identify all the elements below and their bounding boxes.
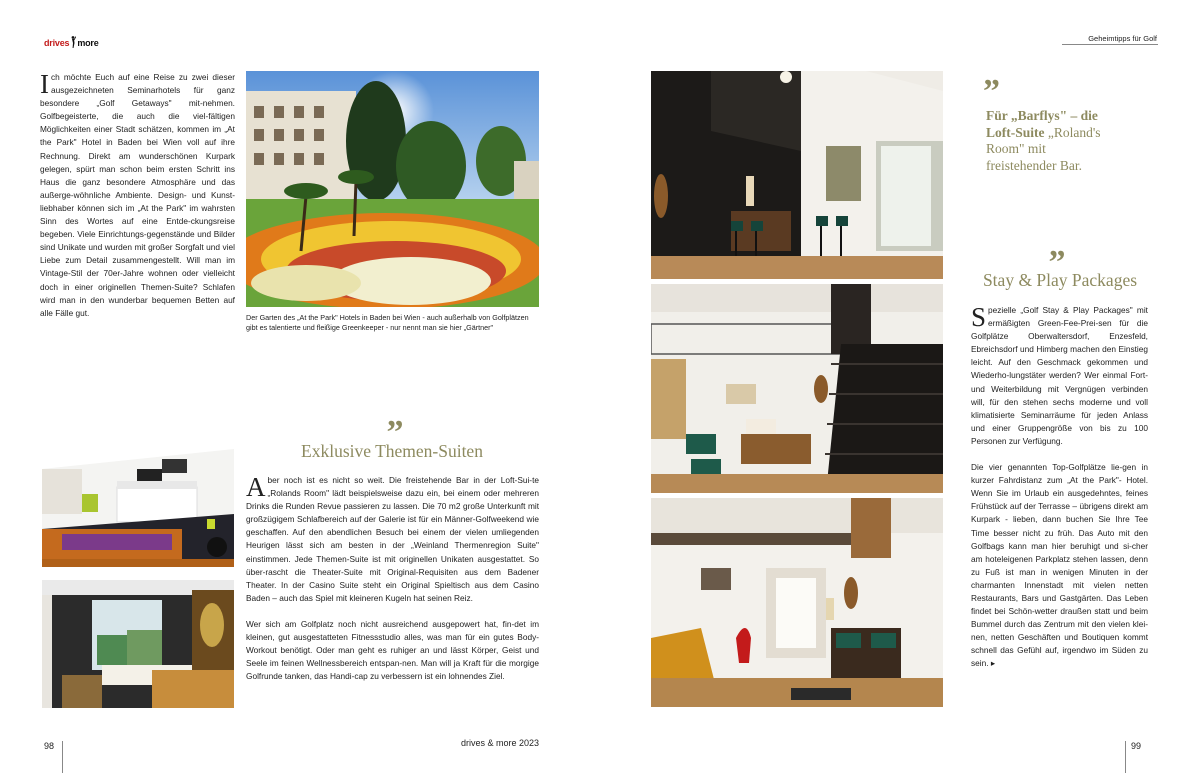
intro-paragraph: Ich möchte Euch auf eine Reise zu zwei dieser ausgezeichneten Seminarhotels für ganz besondere „Golf Getaways" mit-nehmen. Golfbegeisterte, die auch die viel-fältigen Möglichkeiten einer Stadt schätzen, kommen im „At the Park" Hotel in Baden bei Wien voll auf ihre Rechnung. Direkt am wunderschönen Kurpark gelegen, spürt man schon beim ersten Schritt ins Haus die ganz besondere Atmosphäre und das außerge-wöhnliche Ambiente. Design- und Kunst-liebhaber können sich im „At the Park" im wahrsten Sinn des Wortes auf eine Entde-ckungsreise begeben. Viele Einrichtungs-gegenstände und Bilder sind Unikate und wurden mit großer Sorgfalt und viel Liebe zum Detail zusammengestellt. Will man im Vintage-Stil der 70er-Jahre wohnen oder vielleicht doch in einer originellen Themen-Suite? Schlafen wird man in den wunderbar bequemen Betten auf alle Fälle gut. (40, 69, 235, 318)
intro-dropcap: I (40, 69, 49, 99)
pull-quote-rest: „Roland's Room" mit freistehender Bar. (986, 124, 1101, 173)
pull-quote-bold: Für „Barflys" – die Loft-Suite (986, 108, 1098, 140)
packages-article (971, 304, 1148, 671)
footer-rule-left (62, 741, 63, 773)
suites-dropcap: A (246, 472, 266, 502)
loft-bar-photo (651, 71, 943, 279)
suites-paragraph-2: Wer sich am Golfplatz noch nicht ausreichend ausgepowert hat, fin-det im kleinen, gut ausgestatteten Fitnessstudio alles, was man für ein gutes Body-Workout benötigt. Oder man geht es ruhiger an und lässt Körper, Geist und Seele im feinen Wellnessbereich entspan-nen. Man will ja Kraft für die morgige Golfrunde tanken, das Handi-cap zu verbessern ist ein lohnendes Ziel. (246, 618, 539, 682)
packages-paragraph-2: Die vier genannten Top-Golfplätze lie-gen in kurzer Fahrdistanz zum „At the Park"- Hotel. Wenn Sie im Urlaub ein ausgedehntes, feines Frühstück auf der Terrasse – übrigens direkt am Kurpark - lieben, dann buchen Sie Ihre Tee Time besser nicht zu früh. Das Auto mit den Golfbags kann man hier beruhigt und si-cher am hoteleigenen Parkplatz stehen lassen, denn zu Fuß ist man in wenigen Minuten in der charmanten Innenstadt mit vielen netten Restaurants, Bars und Gastgärten. Das Leben findet bei Schön-wetter draußen statt und beim Bummel durch das Zentrum mit den vielen klei-nen, netten Geschäften und Boutiquen kommt schnell das Gefühl auf, irgendwo im Süden zu sein. ▸ (971, 462, 1148, 669)
pull-quote-mark: ” (983, 73, 1000, 110)
hotel-garden-photo (246, 71, 539, 307)
packages-quote-mark: ” (1048, 244, 1066, 281)
packages-heading: Stay & Play Packages (982, 270, 1138, 290)
packages-dropcap: S (971, 302, 987, 332)
loft-gallery-photo (651, 284, 943, 493)
suites-quote-mark: ” (386, 414, 404, 451)
suite-bedroom-photo (42, 419, 234, 567)
garden-caption: Der Garten des „At the Park" Hotels in Baden bei Wien - auch außerhalb von Golfplätzen gibt es talentierte und fleißige Greenkeeper - nur nennt man sie hier „Gärtner" (246, 313, 529, 332)
magazine-logo: drives more (44, 38, 99, 48)
pull-quote (986, 108, 1111, 174)
loft-living-photo (651, 498, 943, 707)
header-rule (1062, 44, 1158, 45)
golfer-figure-icon (70, 36, 76, 48)
page-number-right: 99 (1131, 741, 1142, 751)
footer-rule-right (1125, 741, 1126, 773)
intro-article (40, 71, 235, 320)
suite-dining-photo (42, 580, 234, 708)
suites-article (246, 474, 539, 683)
packages-paragraph-1: Spezielle „Golf Stay & Play Packages" mit ermäßigten Green-Fee-Prei-sen für die Golfplätze Oberwaltersdorf, Enzesfeld, Ebreichsdorf und Himberg machen den Einstieg leicht. Auf den Geschmack gekommen und Wiederho-lungstäter werden? Wer einmal Fort- und Weiterbildung mit Vergnügen verbinden will, für den stehen sechs moderne und voll klimatisierte Seminarräume für jeden Anlass und einer Gruppengröße von bis zu 100 Personen zur Verfügung. (971, 302, 1148, 446)
suites-paragraph-1: Aber noch ist es nicht so weit. Die freistehende Bar in der Loft-Sui-te „Rolands Room" lädt beispielsweise dazu ein, bei einem oder mehreren Drinks die Runden Revue passieren zu lassen. Die 70 m2 große Unterkunft mit großzügigem Schlafbereich auf der Galerie ist für ein Männer-Golfweekend wie geschaffen. Auf den abendlichen Besuch bei einem der vielen umliegenden Heurigen lässt sich am besten in der „Weinland Thermenregion Suite" einstimmen. Jede Themen-Suite ist mit originellen Unikaten ausgestattet. So über-rascht die Theater-Suite mit Original-Requisiten aus dem Badener Theater. In der Casino Suite steht ein Original Spieltisch aus dem Casino Baden – auch das Spiel mit kleineren Kugeln hat seinen Reiz. (246, 472, 539, 603)
page-number-left: 98 (44, 741, 55, 751)
section-title: Geheimtipps für Golf (1088, 34, 1157, 43)
suites-heading: Exklusive Themen-Suiten (301, 441, 483, 461)
footer-title: drives & more 2023 (461, 738, 540, 748)
